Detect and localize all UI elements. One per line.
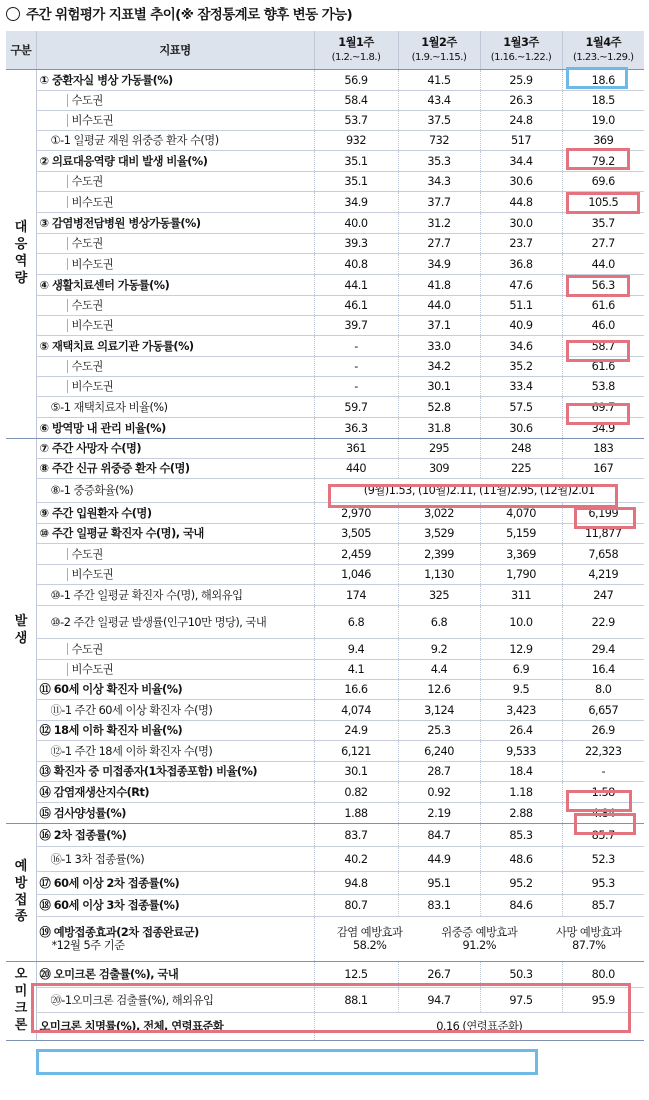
table-row [6, 660, 644, 680]
week-4-value: 44.0 [562, 254, 644, 275]
week-2-value: 41.5 [398, 70, 480, 91]
week-1-value: 35.1 [314, 172, 398, 192]
week-1-value: 1,046 [314, 565, 398, 585]
indicator-name: ① 중환자실 병상 가동률(%) [36, 70, 314, 91]
indicator-name: 수도권 [36, 172, 314, 192]
indicator-name: ⑬ 확진자 중 미접종자(1차접종포함) 비율(%) [36, 762, 314, 782]
week-4-value: 46.0 [562, 316, 644, 336]
week-1-value: 30.1 [314, 762, 398, 782]
table-row [6, 377, 644, 397]
table-row [6, 847, 644, 872]
week-3-value: 517 [480, 131, 562, 151]
table-row [6, 700, 644, 721]
week-3-value: 25.9 [480, 70, 562, 91]
table-row [6, 439, 644, 459]
week-3-value: 51.1 [480, 296, 562, 316]
week-4-value: 22,323 [562, 741, 644, 762]
header-week-3: 1월3주 (1.16.~1.22.) [480, 31, 562, 70]
week-3-value: 47.6 [480, 275, 562, 296]
week-3-value: 2.88 [480, 803, 562, 824]
category-prevention: 예방 접종 [6, 824, 36, 962]
indicator-name: ⑯ 2차 접종률(%) [36, 824, 314, 847]
table-row [6, 917, 644, 962]
week-4-value: 58.7 [562, 336, 644, 357]
week-4-value: 69.7 [562, 397, 644, 418]
week-2-value: 83.1 [398, 895, 480, 917]
week-4-value: 85.7 [562, 895, 644, 917]
table-row [6, 762, 644, 782]
indicator-name: 비수도권 [36, 111, 314, 131]
effect-item: 감염 예방효과 58.2% [336, 926, 403, 952]
week-2-value: 44.0 [398, 296, 480, 316]
week-1-value: 59.7 [314, 397, 398, 418]
week-4-value: - [562, 762, 644, 782]
week-2-value: 43.4 [398, 91, 480, 111]
week-4-value: 183 [562, 439, 644, 459]
header-week-4: 1월4주 (1.23.~1.29.) [562, 31, 644, 70]
week-2-value: 41.8 [398, 275, 480, 296]
week-4-value: 61.6 [562, 357, 644, 377]
indicator-name: ⑭ 감염재생산지수(Rt) [36, 782, 314, 803]
table-row [6, 721, 644, 741]
week-2-value: 325 [398, 585, 480, 606]
week-3-value: 35.2 [480, 357, 562, 377]
table-row [6, 131, 644, 151]
week-3-value: 36.8 [480, 254, 562, 275]
table-row [6, 895, 644, 917]
week-1-value: 36.3 [314, 418, 398, 439]
week-3-value: 1.18 [480, 782, 562, 803]
indicator-name: ⑰ 60세 이상 2차 접종률(%) [36, 872, 314, 895]
week-2-value: 33.0 [398, 336, 480, 357]
indicator-name: ⑨ 주간 입원환자 수(명) [36, 503, 314, 524]
table-row [6, 111, 644, 131]
highlight-box-red [566, 275, 630, 297]
indicator-name: ⑱ 60세 이상 3차 접종률(%) [36, 895, 314, 917]
effect-item: 사망 예방효과 87.7% [556, 926, 622, 952]
indicator-name: ⑲ 예방접종효과(2차 접종완료군) *12월 5주 기준 [36, 917, 314, 962]
week-1-value: 174 [314, 585, 398, 606]
indicator-name: ④ 생활치료센터 가동률(%) [36, 275, 314, 296]
week-4-value: 11,877 [562, 524, 644, 544]
week-3-value: 23.7 [480, 234, 562, 254]
indicator-name: 수도권 [36, 296, 314, 316]
week-4-value: 52.3 [562, 847, 644, 872]
week-2-value: 3,022 [398, 503, 480, 524]
indicator-name: 수도권 [36, 639, 314, 660]
week-3-value: 9.5 [480, 680, 562, 700]
week-1-value: 12.5 [314, 962, 398, 988]
merged-value: 0.16 (연령표준화) [314, 1013, 644, 1041]
week-4-value: 79.2 [562, 151, 644, 172]
week-2-value: 34.2 [398, 357, 480, 377]
week-2-value: 309 [398, 459, 480, 479]
week-1-value: 58.4 [314, 91, 398, 111]
week-4-value: 16.4 [562, 660, 644, 680]
week-2-value: 6,240 [398, 741, 480, 762]
week-3-value: 26.4 [480, 721, 562, 741]
week-3-value: 3,369 [480, 544, 562, 565]
week-2-value: 37.5 [398, 111, 480, 131]
indicator-name: ⑧ 주간 신규 위중증 환자 수(명) [36, 459, 314, 479]
week-2-value: 3,529 [398, 524, 480, 544]
week-1-value: 35.1 [314, 151, 398, 172]
week-1-value: 3,505 [314, 524, 398, 544]
indicator-name: ⑮ 검사양성률(%) [36, 803, 314, 824]
table-row [6, 397, 644, 418]
week-4-value: 95.9 [562, 988, 644, 1013]
week-2-value: 28.7 [398, 762, 480, 782]
indicator-name: 수도권 [36, 91, 314, 111]
indicator-name: ①-1 일평균 재원 위중증 환자 수(명) [36, 131, 314, 151]
indicator-name: 수도권 [36, 234, 314, 254]
week-2-value: 295 [398, 439, 480, 459]
week-3-value: 34.4 [480, 151, 562, 172]
circle-bullet-icon [6, 7, 20, 21]
highlight-box-blue [566, 67, 628, 89]
week-2-value: 31.2 [398, 213, 480, 234]
indicator-name: ⑪-1 주간 60세 이상 확진자 수(명) [36, 700, 314, 721]
risk-indicator-table [6, 31, 644, 1041]
week-3-value: 24.8 [480, 111, 562, 131]
indicator-name: 비수도권 [36, 192, 314, 213]
week-3-value: 5,159 [480, 524, 562, 544]
indicator-name: ⑩ 주간 일평균 확진자 수(명), 국내 [36, 524, 314, 544]
week-3-value: 1,790 [480, 565, 562, 585]
highlight-box-red [574, 813, 636, 835]
indicator-name: 비수도권 [36, 377, 314, 397]
week-2-value: 25.3 [398, 721, 480, 741]
highlight-box-red [574, 507, 636, 529]
indicator-name: 비수도권 [36, 660, 314, 680]
table-row [6, 172, 644, 192]
week-4-value: 95.3 [562, 872, 644, 895]
effect-item: 위중증 예방효과 91.2% [441, 926, 518, 952]
week-4-value: 53.8 [562, 377, 644, 397]
week-3-value: 33.4 [480, 377, 562, 397]
week-2-value: 0.92 [398, 782, 480, 803]
week-1-value: 4,074 [314, 700, 398, 721]
week-4-value: 6,657 [562, 700, 644, 721]
week-3-value: 30.6 [480, 418, 562, 439]
week-4-value: 4.84 [562, 803, 644, 824]
indicator-name: ⑦ 주간 사망자 수(명) [36, 439, 314, 459]
week-1-value: - [314, 357, 398, 377]
table-row [6, 418, 644, 439]
week-1-value: 2,459 [314, 544, 398, 565]
week-4-value: 4,219 [562, 565, 644, 585]
week-1-value: 6,121 [314, 741, 398, 762]
week-1-value: 46.1 [314, 296, 398, 316]
week-2-value: 34.3 [398, 172, 480, 192]
week-2-value: 44.9 [398, 847, 480, 872]
indicator-name: ⑧-1 중증화율(%) [36, 479, 314, 503]
week-1-value: 6.8 [314, 606, 398, 639]
week-3-value: 85.3 [480, 824, 562, 847]
week-1-value: 2,970 [314, 503, 398, 524]
week-4-value: 167 [562, 459, 644, 479]
week-4-value: 1.58 [562, 782, 644, 803]
week-2-value: 37.1 [398, 316, 480, 336]
week-3-value: 12.9 [480, 639, 562, 660]
week-1-value: 53.7 [314, 111, 398, 131]
week-4-value: 19.0 [562, 111, 644, 131]
week-1-value: 88.1 [314, 988, 398, 1013]
highlight-box-red [566, 192, 640, 214]
indicator-name: ⑫-1 주간 18세 이하 확진자 수(명) [36, 741, 314, 762]
week-4-value: 105.5 [562, 192, 644, 213]
week-2-value: 4.4 [398, 660, 480, 680]
week-1-value: 40.8 [314, 254, 398, 275]
highlight-box-red [31, 983, 631, 1033]
indicator-name: 비수도권 [36, 565, 314, 585]
week-1-value: 24.9 [314, 721, 398, 741]
week-3-value: 225 [480, 459, 562, 479]
week-4-value: 26.9 [562, 721, 644, 741]
week-2-value: 95.1 [398, 872, 480, 895]
table-row [6, 544, 644, 565]
indicator-name: ⑳-1오미크론 검출률(%), 해외유입 [36, 988, 314, 1013]
table-row [6, 91, 644, 111]
vaccine-effect-cell [314, 917, 644, 962]
indicator-name: ② 의료대응역량 대비 발생 비율(%) [36, 151, 314, 172]
week-4-value: 22.9 [562, 606, 644, 639]
week-2-value: 37.7 [398, 192, 480, 213]
week-4-value: 34.9 [562, 418, 644, 439]
week-3-value: 40.9 [480, 316, 562, 336]
week-1-value: 932 [314, 131, 398, 151]
week-1-value: 83.7 [314, 824, 398, 847]
indicator-name: ⑯-1 3차 접종률(%) [36, 847, 314, 872]
week-2-value: 12.6 [398, 680, 480, 700]
week-3-value: 44.8 [480, 192, 562, 213]
week-3-value: 6.9 [480, 660, 562, 680]
week-3-value: 48.6 [480, 847, 562, 872]
week-1-value: 0.82 [314, 782, 398, 803]
header-week-1: 1월1주 (1.2.~1.8.) [314, 31, 398, 70]
week-3-value: 95.2 [480, 872, 562, 895]
page-title [6, 4, 352, 26]
table-row [6, 824, 644, 847]
week-1-value: 9.4 [314, 639, 398, 660]
week-2-value: 31.8 [398, 418, 480, 439]
week-2-value: 52.8 [398, 397, 480, 418]
table-row [6, 680, 644, 700]
week-3-value: 30.6 [480, 172, 562, 192]
table-row [6, 151, 644, 172]
week-3-value: 30.0 [480, 213, 562, 234]
highlight-box-red [566, 790, 632, 812]
week-2-value: 35.3 [398, 151, 480, 172]
week-1-value: 361 [314, 439, 398, 459]
table-row [6, 357, 644, 377]
week-1-value: 39.7 [314, 316, 398, 336]
table-row [6, 741, 644, 762]
highlight-box-red [566, 403, 630, 425]
week-1-value: 80.7 [314, 895, 398, 917]
week-2-value: 34.9 [398, 254, 480, 275]
week-2-value: 1,130 [398, 565, 480, 585]
week-3-value: 18.4 [480, 762, 562, 782]
week-2-value: 30.1 [398, 377, 480, 397]
week-3-value: 50.3 [480, 962, 562, 988]
table-row [6, 213, 644, 234]
table-row [6, 524, 644, 544]
week-1-value: 440 [314, 459, 398, 479]
week-4-value: 8.0 [562, 680, 644, 700]
indicator-name: ⑥ 방역망 내 관리 비율(%) [36, 418, 314, 439]
table-row [6, 316, 644, 336]
indicator-name: ⑫ 18세 이하 확진자 비율(%) [36, 721, 314, 741]
week-4-value: 29.4 [562, 639, 644, 660]
week-1-value: 1.88 [314, 803, 398, 824]
week-1-value: 44.1 [314, 275, 398, 296]
week-4-value: 56.3 [562, 275, 644, 296]
week-1-value: 40.2 [314, 847, 398, 872]
table-row [6, 606, 644, 639]
week-4-value: 18.6 [562, 70, 644, 91]
week-1-value: 16.6 [314, 680, 398, 700]
week-1-value: 34.9 [314, 192, 398, 213]
indicator-name: 오미크론 치명률(%), 전체, 연령표준화 [36, 1013, 314, 1041]
week-3-value: 3,423 [480, 700, 562, 721]
week-4-value: 6,199 [562, 503, 644, 524]
week-1-value: 40.0 [314, 213, 398, 234]
table-row [6, 192, 644, 213]
week-1-value: 56.9 [314, 70, 398, 91]
table-row [6, 459, 644, 479]
week-3-value: 311 [480, 585, 562, 606]
week-3-value: 84.6 [480, 895, 562, 917]
week-2-value: 27.7 [398, 234, 480, 254]
header-indicator: 지표명 [36, 31, 314, 70]
week-1-value: 94.8 [314, 872, 398, 895]
week-3-value: 9,533 [480, 741, 562, 762]
indicator-name: ⑤-1 재택치료자 비율(%) [36, 397, 314, 418]
week-3-value: 4,070 [480, 503, 562, 524]
week-4-value: 61.6 [562, 296, 644, 316]
week-2-value: 2,399 [398, 544, 480, 565]
week-3-value: 10.0 [480, 606, 562, 639]
highlight-box-red [566, 340, 630, 362]
week-2-value: 6.8 [398, 606, 480, 639]
week-1-value: - [314, 336, 398, 357]
week-2-value: 26.7 [398, 962, 480, 988]
week-2-value: 732 [398, 131, 480, 151]
table-row [6, 275, 644, 296]
table-row [6, 565, 644, 585]
week-3-value: 248 [480, 439, 562, 459]
week-2-value: 2.19 [398, 803, 480, 824]
week-3-value: 97.5 [480, 988, 562, 1013]
week-4-value: 35.7 [562, 213, 644, 234]
category-occurrence: 발생 [6, 439, 36, 824]
indicator-name: ⑤ 재택치료 의료기관 가동률(%) [36, 336, 314, 357]
week-4-value: 369 [562, 131, 644, 151]
table-row [6, 254, 644, 275]
highlight-box-red [328, 484, 618, 508]
table-row [6, 336, 644, 357]
table-row [6, 234, 644, 254]
week-1-value: 4.1 [314, 660, 398, 680]
table-row [6, 872, 644, 895]
week-2-value: 84.7 [398, 824, 480, 847]
indicator-name: ⑩-2 주간 일평균 발생률(인구10만 명당), 국내 [36, 606, 314, 639]
week-1-value: 39.3 [314, 234, 398, 254]
title-text: 주간 위험평가 지표별 추이(※ 잠정통계로 향후 변동 가능) [26, 7, 353, 23]
week-4-value: 80.0 [562, 962, 644, 988]
table-row [6, 296, 644, 316]
header-category: 구분 [6, 31, 36, 70]
table-row [6, 585, 644, 606]
table-row [6, 70, 644, 91]
table-row [6, 803, 644, 824]
week-4-value: 247 [562, 585, 644, 606]
week-4-value: 85.7 [562, 824, 644, 847]
week-4-value: 27.7 [562, 234, 644, 254]
table-row [6, 639, 644, 660]
indicator-name: 비수도권 [36, 254, 314, 275]
week-3-value: 26.3 [480, 91, 562, 111]
indicator-name: 수도권 [36, 544, 314, 565]
highlight-box-blue [36, 1049, 538, 1075]
indicator-name: ⑩-1 주간 일평균 확진자 수(명), 해외유입 [36, 585, 314, 606]
category-omicron: 오미크론 [6, 962, 36, 1041]
week-3-value: 57.5 [480, 397, 562, 418]
category-response: 대응 역량 [6, 70, 36, 439]
table-header-row [6, 31, 644, 70]
week-4-value: 7,658 [562, 544, 644, 565]
indicator-name: ⑪ 60세 이상 확진자 비율(%) [36, 680, 314, 700]
highlight-box-red [566, 148, 630, 170]
week-2-value: 3,124 [398, 700, 480, 721]
week-2-value: 94.7 [398, 988, 480, 1013]
indicator-name: ③ 감염병전담병원 병상가동률(%) [36, 213, 314, 234]
week-3-value: 34.6 [480, 336, 562, 357]
header-week-2: 1월2주 (1.9.~1.15.) [398, 31, 480, 70]
indicator-name: ⑳ 오미크론 검출률(%), 국내 [36, 962, 314, 988]
week-1-value: - [314, 377, 398, 397]
indicator-name: 비수도권 [36, 316, 314, 336]
week-4-value: 69.6 [562, 172, 644, 192]
indicator-name: 수도권 [36, 357, 314, 377]
week-2-value: 9.2 [398, 639, 480, 660]
week-4-value: 18.5 [562, 91, 644, 111]
table-row [6, 782, 644, 803]
merged-value: (9월)1.53, (10월)2.11, (11월)2.95, (12월)2.01 [314, 479, 644, 503]
